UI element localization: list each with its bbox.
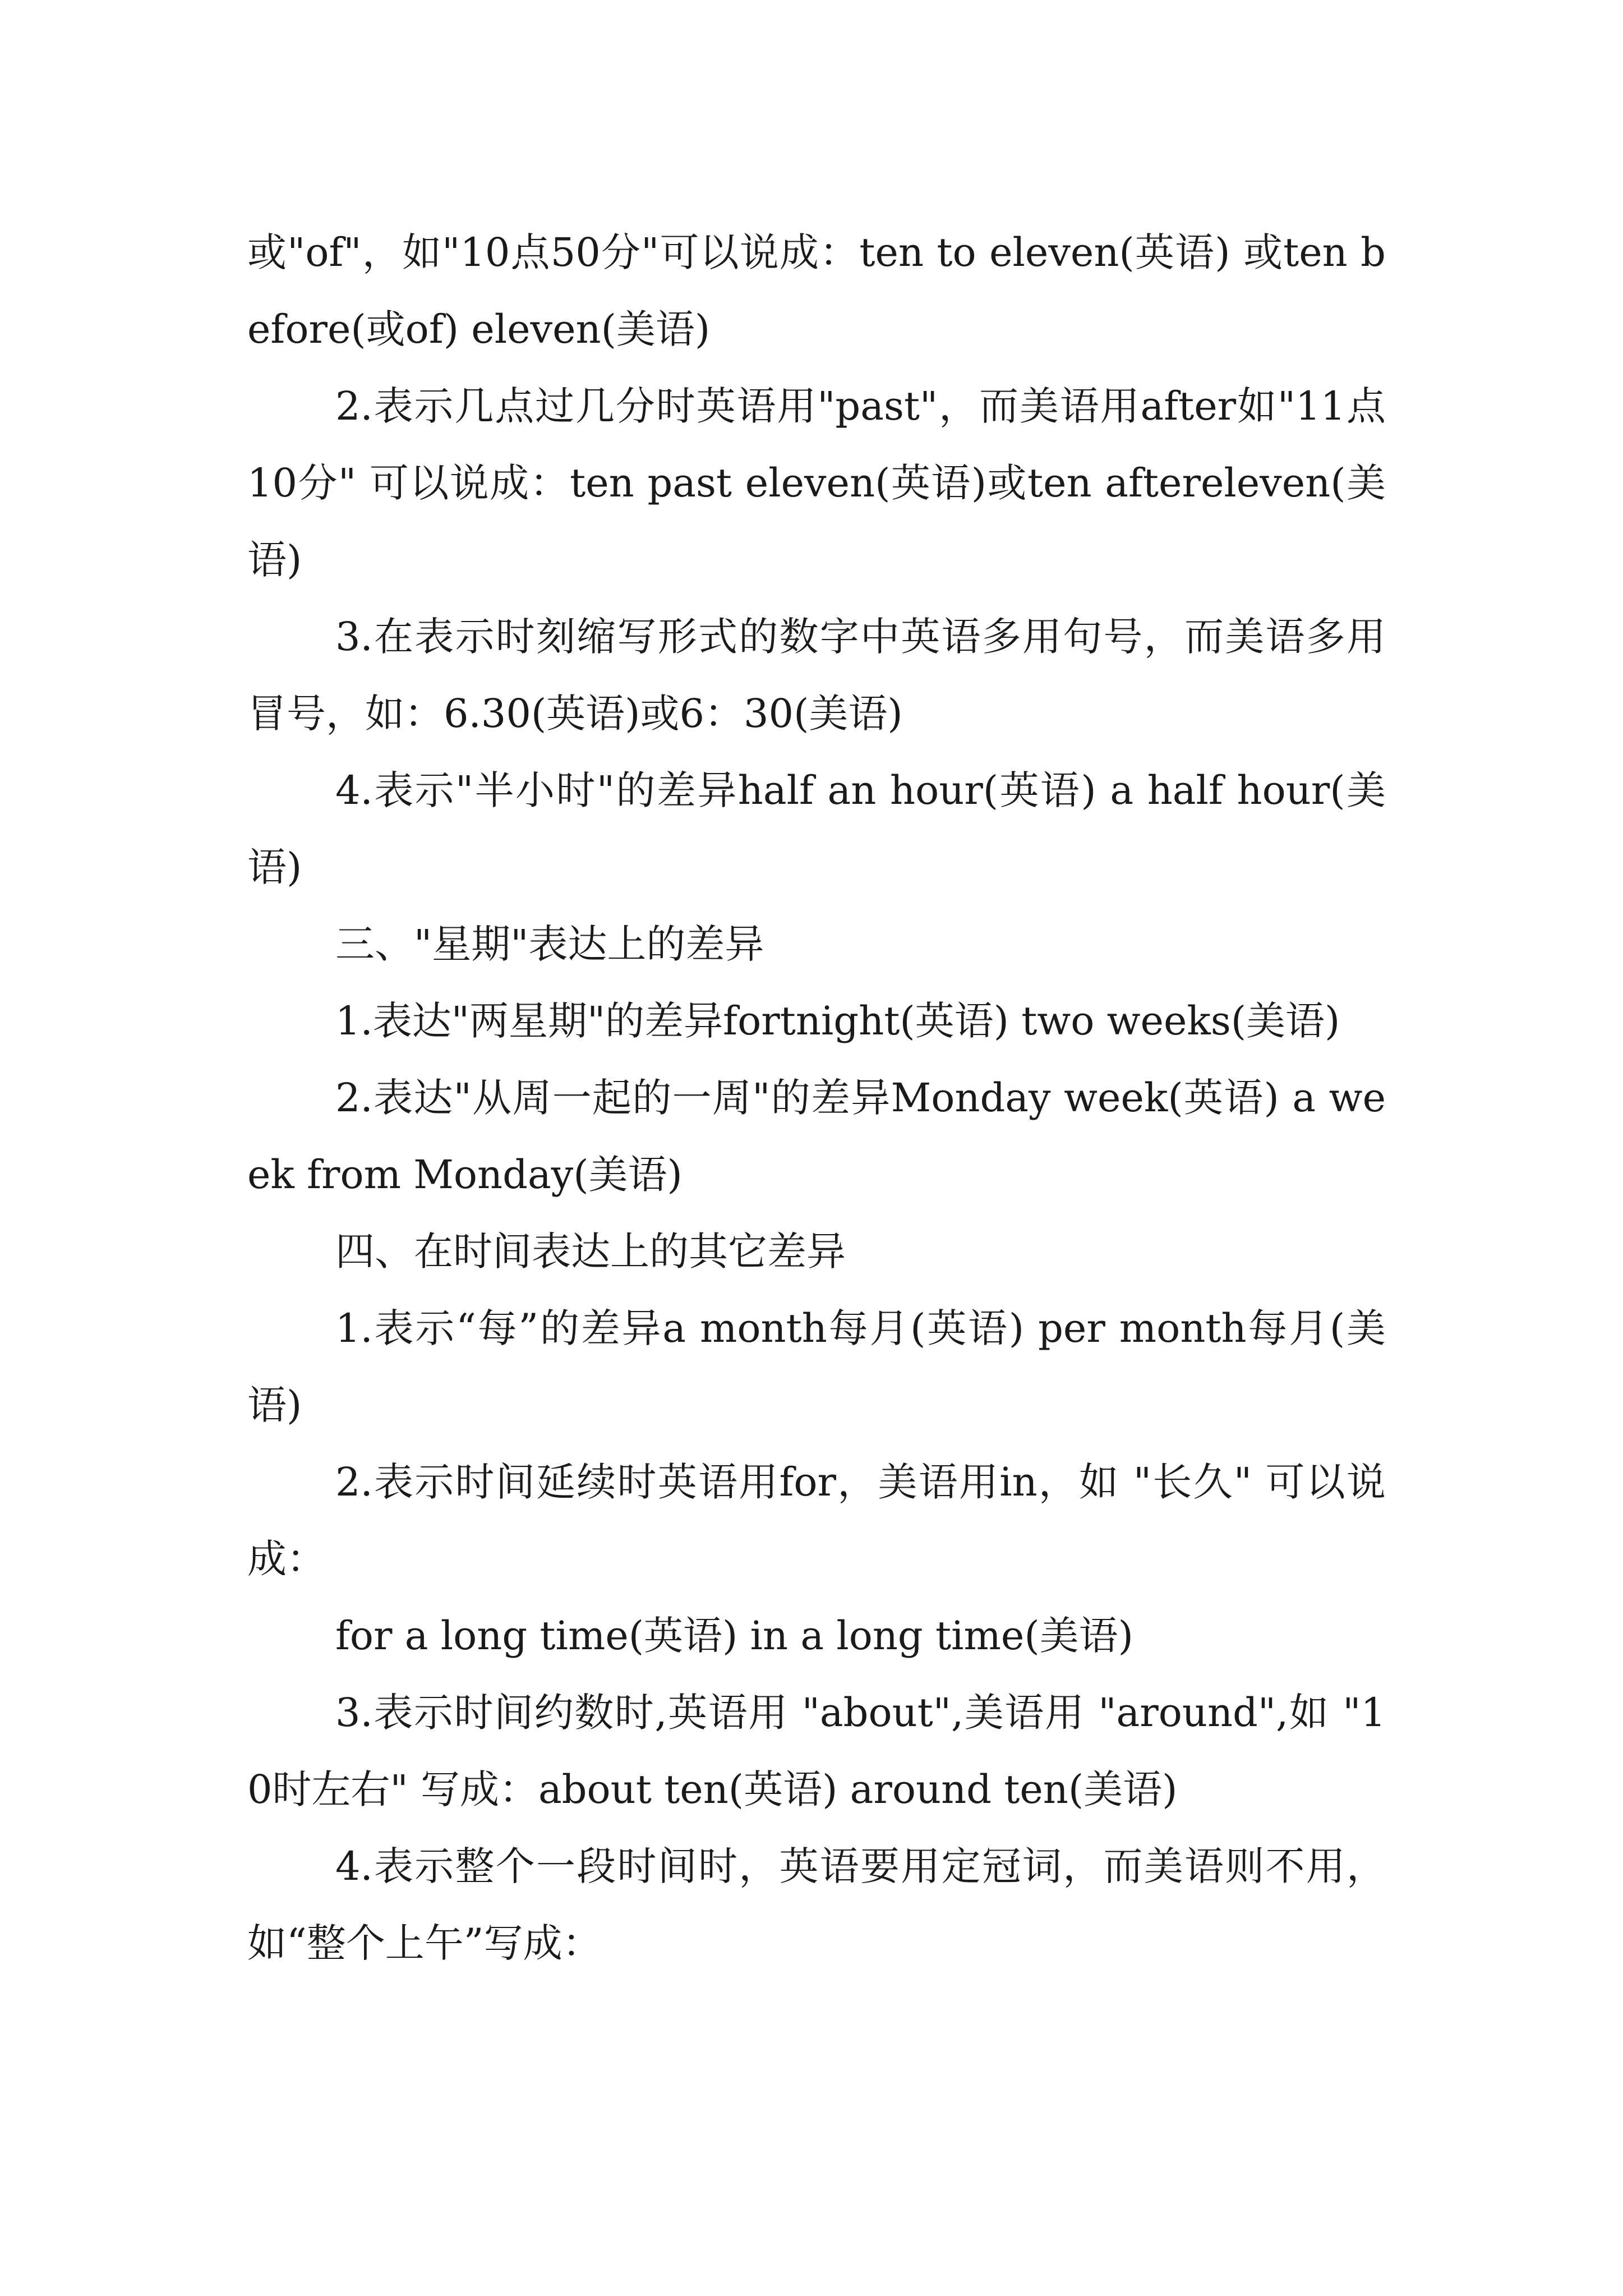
paragraph: 2.表达"从周一起的一周"的差异Monday week(英语) a week from Monday(美语)	[247, 1075, 1386, 1198]
paragraph: 4.表示整个一段时间时，英语要用定冠词，而美语则不用，如“整个上午”写成：	[247, 1843, 1386, 1966]
paragraph: for a long time(英语) in a long time(美语)	[335, 1613, 1133, 1659]
paragraph: 4.表示"半小时"的差异half an hour(英语) a half hour(美语)	[247, 767, 1386, 890]
paragraph: 1.表示“每”的差异a month每月(英语) per month每月(美语)	[247, 1305, 1386, 1428]
paragraph: 2.表示几点过几分时英语用"past"，而美语用after如"11点10分" 可以说成：ten past eleven(英语)或ten aftereleven(美语)	[247, 383, 1386, 583]
paragraph: 1.表达"两星期"的差异fortnight(英语) two weeks(美语)	[335, 998, 1340, 1044]
paragraph: 2.表示时间延续时英语用for，美语用in，如 "长久" 可以说成：	[247, 1459, 1386, 1582]
paragraph: 或"of"，如"10点50分"可以说成：ten to eleven(英语) 或ten before(或of) eleven(美语)	[247, 229, 1386, 352]
section-heading: 三、"星期"表达上的差异	[335, 921, 764, 967]
section-heading: 四、在时间表达上的其它差异	[335, 1228, 846, 1274]
document-body	[247, 214, 1386, 1982]
paragraph: 3.在表示时刻缩写形式的数字中英语多用句号，而美语多用冒号，如：6.30(英语)或6：30(美语)	[247, 614, 1386, 737]
paragraph: 3.表示时间约数时,英语用 "about",美语用 "around",如 "10时左右" 写成：about ten(英语) around ten(美语)	[247, 1690, 1386, 1812]
